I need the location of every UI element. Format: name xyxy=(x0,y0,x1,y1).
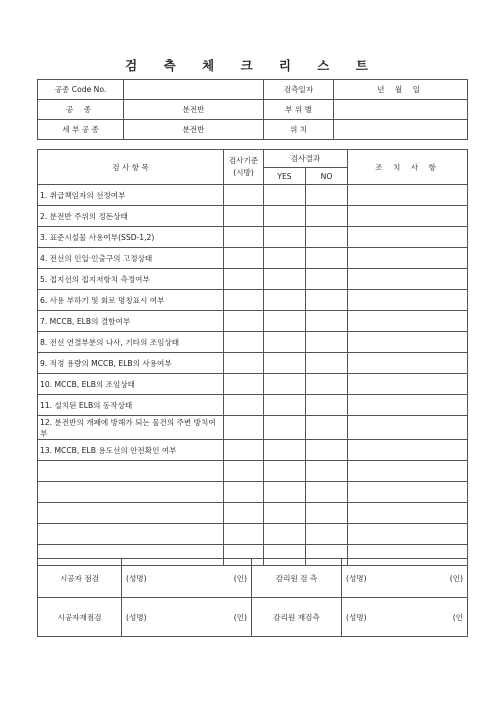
criteria-cell[interactable] xyxy=(224,206,264,227)
code-value[interactable] xyxy=(124,80,264,100)
no-cell[interactable] xyxy=(306,395,348,416)
criteria-cell[interactable] xyxy=(224,524,264,545)
inspection-date-label: 검측일자 xyxy=(264,80,334,100)
yes-cell[interactable] xyxy=(264,374,306,395)
action-cell[interactable] xyxy=(348,332,468,353)
criteria-cell[interactable] xyxy=(224,269,264,290)
signature-table xyxy=(37,558,468,637)
checklist-row xyxy=(38,269,468,290)
no-cell[interactable] xyxy=(306,227,348,248)
no-cell[interactable] xyxy=(306,269,348,290)
checklist-item-label: 5. 접지선의 접지저항치 측정여부 xyxy=(38,269,224,290)
header-row xyxy=(38,80,468,100)
no-cell[interactable] xyxy=(306,374,348,395)
action-cell[interactable] xyxy=(348,374,468,395)
no-cell[interactable] xyxy=(306,503,348,524)
detail-work-value[interactable]: 분전반 xyxy=(124,120,264,140)
checklist-row xyxy=(38,227,468,248)
contractor-recheck-signature-field[interactable] xyxy=(122,598,252,637)
checklist-header-row xyxy=(38,150,468,168)
yes-cell[interactable] xyxy=(264,248,306,269)
action-cell[interactable] xyxy=(348,524,468,545)
no-cell[interactable] xyxy=(306,440,348,461)
criteria-cell[interactable] xyxy=(224,353,264,374)
checklist-row xyxy=(38,461,468,482)
supervisor-signature-field[interactable] xyxy=(342,559,468,598)
criteria-cell[interactable] xyxy=(224,440,264,461)
checklist-item-label: 13. MCCB, ELB 용도선의 안전확인 여부 xyxy=(38,440,224,461)
supervisor-recheck-signature-field[interactable] xyxy=(342,598,468,637)
checklist-row xyxy=(38,332,468,353)
header-table xyxy=(37,79,468,140)
action-cell[interactable] xyxy=(348,440,468,461)
name-placeholder: (성명) xyxy=(126,573,147,583)
criteria-cell[interactable] xyxy=(224,416,264,440)
document-title: 검 측 체 크 리 스 트 xyxy=(125,58,379,73)
signature-row xyxy=(38,559,468,598)
no-cell[interactable] xyxy=(306,290,348,311)
no-cell[interactable] xyxy=(306,524,348,545)
action-column-header: 조 치 사 항 xyxy=(348,150,468,185)
checklist-row xyxy=(38,440,468,461)
checklist-body xyxy=(38,185,468,566)
no-column-header: NO xyxy=(306,168,348,185)
checklist-row xyxy=(38,374,468,395)
action-cell[interactable] xyxy=(348,482,468,503)
result-column-header: 검사결과 xyxy=(264,150,348,168)
yes-cell[interactable] xyxy=(264,332,306,353)
no-cell[interactable] xyxy=(306,311,348,332)
contractor-signature-field[interactable] xyxy=(122,559,252,598)
checklist-item-label xyxy=(38,461,224,482)
yes-cell[interactable] xyxy=(264,311,306,332)
criteria-cell[interactable] xyxy=(224,482,264,503)
yes-cell[interactable] xyxy=(264,482,306,503)
action-cell[interactable] xyxy=(348,395,468,416)
checklist-item-label: 6. 사용 부하기 및 회로 명칭표시 여부 xyxy=(38,290,224,311)
yes-cell[interactable] xyxy=(264,503,306,524)
checklist-row xyxy=(38,185,468,206)
supervisor-recheck-label: 감리원 재검측 xyxy=(252,598,342,637)
checklist-row xyxy=(38,353,468,374)
checklist-item-label: 9. 적정 용량의 MCCB, ELB의 사용여부 xyxy=(38,353,224,374)
checklist-item-label: 1. 취급책임자의 선정여부 xyxy=(38,185,224,206)
name-placeholder: (성명) xyxy=(346,612,367,622)
detail-work-label: 세 부 공 종 xyxy=(38,120,124,140)
yes-cell[interactable] xyxy=(264,185,306,206)
seal-placeholder: (인) xyxy=(233,573,247,583)
inspection-date-value[interactable]: 년 월 일 xyxy=(334,80,468,100)
checklist-row xyxy=(38,416,468,440)
yes-cell[interactable] xyxy=(264,461,306,482)
checklist-item-label xyxy=(38,503,224,524)
name-placeholder: (성명) xyxy=(346,573,367,583)
yes-cell[interactable] xyxy=(264,206,306,227)
checklist-row xyxy=(38,395,468,416)
action-cell[interactable] xyxy=(348,227,468,248)
name-placeholder: (성명) xyxy=(126,612,147,622)
yes-cell[interactable] xyxy=(264,227,306,248)
seal-placeholder: (인 xyxy=(452,612,463,622)
checklist-row xyxy=(38,524,468,545)
location-value[interactable] xyxy=(334,120,468,140)
work-type-value[interactable]: 분전반 xyxy=(124,100,264,120)
action-cell[interactable] xyxy=(348,416,468,440)
action-cell[interactable] xyxy=(348,311,468,332)
no-cell[interactable] xyxy=(306,482,348,503)
supervisor-check-label: 감리원 검 측 xyxy=(252,559,342,598)
code-label: 공종 Code No. xyxy=(38,80,124,100)
action-cell[interactable] xyxy=(348,461,468,482)
no-cell[interactable] xyxy=(306,353,348,374)
action-cell[interactable] xyxy=(348,290,468,311)
item-column-header: 검 사 항 목 xyxy=(38,150,224,185)
criteria-column-header: 검사기준 (시방) xyxy=(224,150,264,185)
checklist-row xyxy=(38,311,468,332)
criteria-cell[interactable] xyxy=(224,461,264,482)
criteria-cell[interactable] xyxy=(224,503,264,524)
header-row xyxy=(38,120,468,140)
checklist-table xyxy=(37,149,468,566)
signature-row xyxy=(38,598,468,637)
checklist-item-label xyxy=(38,524,224,545)
yes-cell[interactable] xyxy=(264,353,306,374)
yes-column-header: YES xyxy=(264,168,306,185)
criteria-cell[interactable] xyxy=(224,332,264,353)
action-cell[interactable] xyxy=(348,248,468,269)
no-cell[interactable] xyxy=(306,206,348,227)
criteria-cell[interactable] xyxy=(224,185,264,206)
checklist-row xyxy=(38,206,468,227)
no-cell[interactable] xyxy=(306,461,348,482)
header-row xyxy=(38,100,468,120)
checklist-row xyxy=(38,290,468,311)
seal-placeholder: (인) xyxy=(449,573,463,583)
checklist-item-label: 12. 분전반의 개폐에 방해가 되는 물건의 주변 방치여부 xyxy=(38,416,224,440)
no-cell[interactable] xyxy=(306,332,348,353)
checklist-row xyxy=(38,248,468,269)
yes-cell[interactable] xyxy=(264,416,306,440)
checklist-item-label: 10. MCCB, ELB의 조임상태 xyxy=(38,374,224,395)
action-cell[interactable] xyxy=(348,269,468,290)
seal-placeholder: (인) xyxy=(233,612,247,622)
work-type-label: 공 종 xyxy=(38,100,124,120)
yes-cell[interactable] xyxy=(264,269,306,290)
criteria-cell[interactable] xyxy=(224,248,264,269)
action-cell[interactable] xyxy=(348,206,468,227)
location-label: 위 치 xyxy=(264,120,334,140)
checklist-item-label: 4. 전선의 인입·인출구의 고정상태 xyxy=(38,248,224,269)
yes-cell[interactable] xyxy=(264,524,306,545)
checklist-item-label: 2. 분전반 주위의 정돈상태 xyxy=(38,206,224,227)
no-cell[interactable] xyxy=(306,416,348,440)
part-label: 부 위 별 xyxy=(264,100,334,120)
yes-cell[interactable] xyxy=(264,395,306,416)
contractor-check-label: 시공자 점검 xyxy=(38,559,122,598)
checklist-item-label: 11. 설치된 ELB의 동작상태 xyxy=(38,395,224,416)
no-cell[interactable] xyxy=(306,185,348,206)
no-cell[interactable] xyxy=(306,248,348,269)
criteria-cell[interactable] xyxy=(224,311,264,332)
action-cell[interactable] xyxy=(348,185,468,206)
criteria-cell[interactable] xyxy=(224,227,264,248)
contractor-recheck-label: 시공자재점검 xyxy=(38,598,122,637)
checklist-row xyxy=(38,482,468,503)
checklist-item-label: 7. MCCB, ELB의 결함여부 xyxy=(38,311,224,332)
action-cell[interactable] xyxy=(348,503,468,524)
yes-cell[interactable] xyxy=(264,440,306,461)
criteria-cell[interactable] xyxy=(224,290,264,311)
yes-cell[interactable] xyxy=(264,290,306,311)
checklist-item-label: 3. 표준시설물 사용여부(SSD-1,2) xyxy=(38,227,224,248)
part-value[interactable] xyxy=(334,100,468,120)
checklist-row xyxy=(38,503,468,524)
criteria-cell[interactable] xyxy=(224,395,264,416)
action-cell[interactable] xyxy=(348,353,468,374)
checklist-item-label xyxy=(38,482,224,503)
checklist-item-label: 8. 전선 연결부분의 나사, 기타의 조임상태 xyxy=(38,332,224,353)
criteria-cell[interactable] xyxy=(224,374,264,395)
